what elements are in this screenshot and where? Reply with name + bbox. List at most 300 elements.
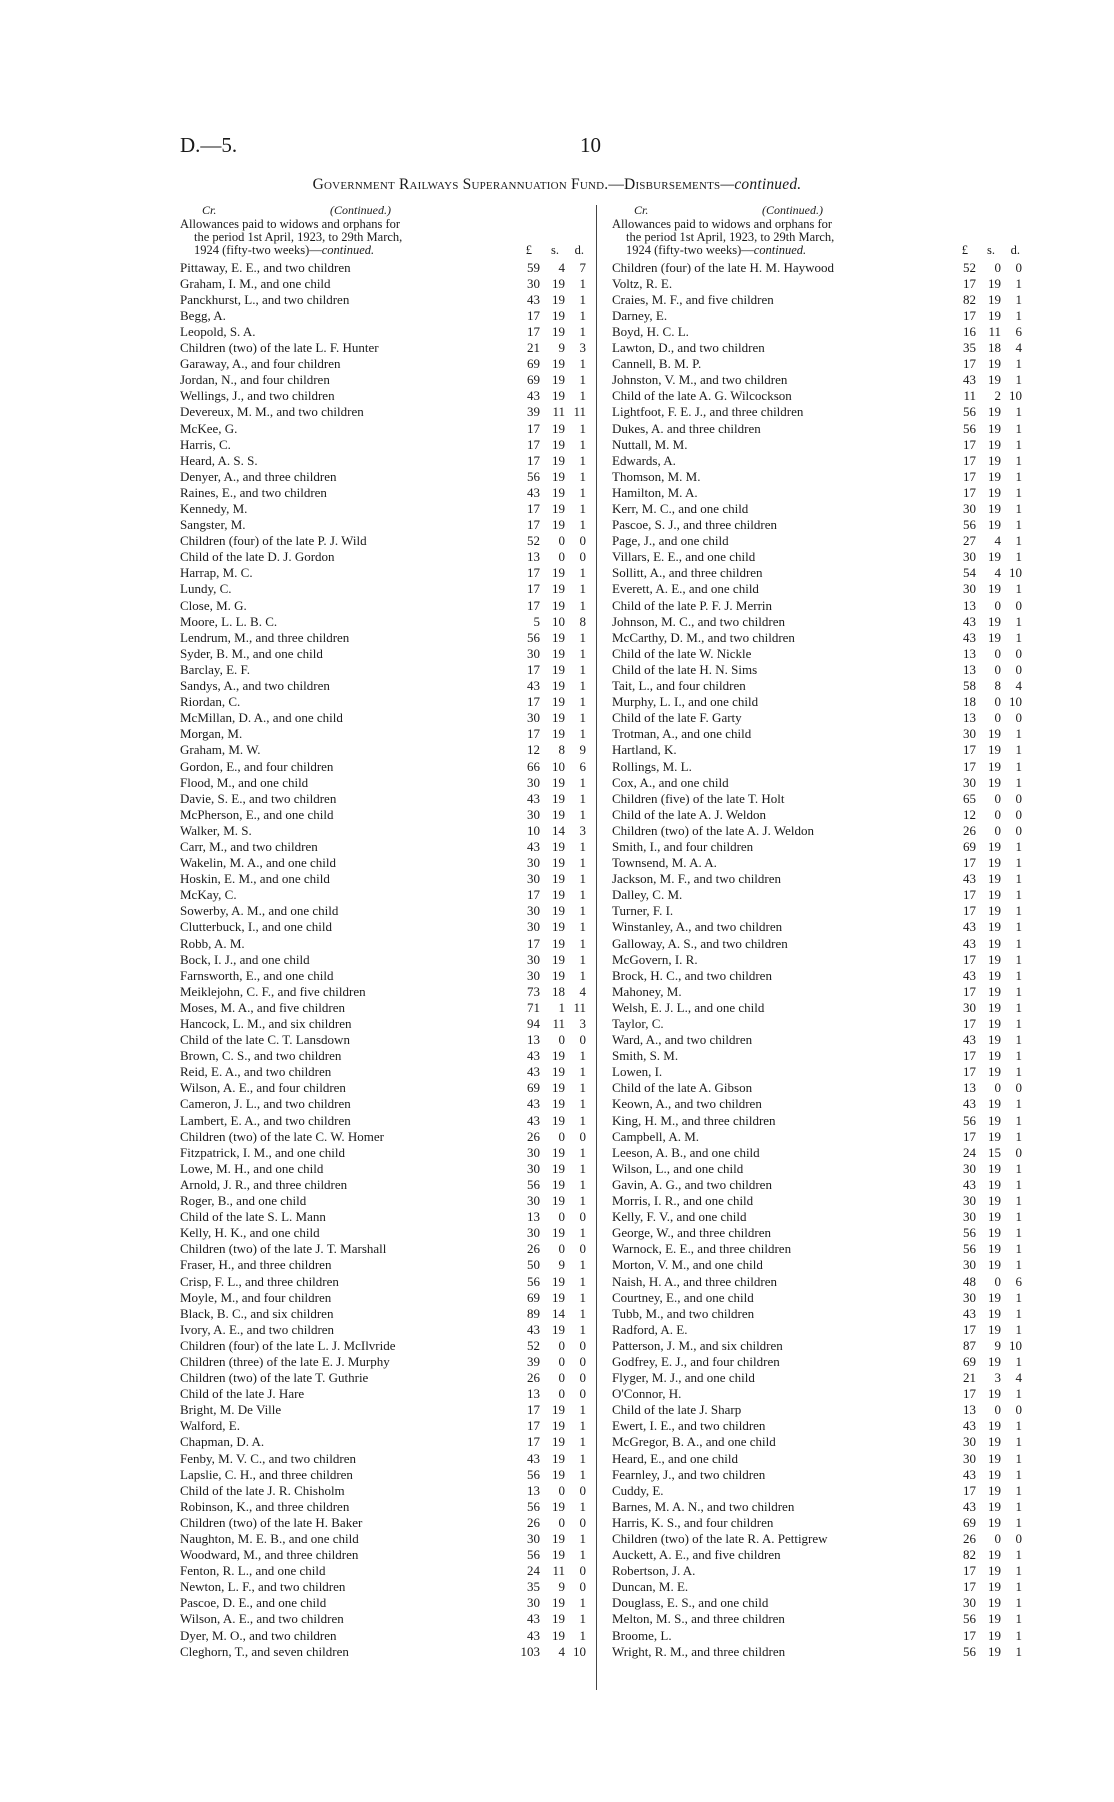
table-row	[612, 1064, 1022, 1080]
amount-pence: 1	[579, 565, 586, 581]
amount-pounds: 17	[963, 452, 976, 468]
payee-name: Hancock, L. M., and six children	[180, 1016, 352, 1032]
payee-name: Sandys, A., and two children	[180, 678, 330, 694]
amount-shillings: 19	[988, 1209, 1001, 1225]
amount-pence: 10	[1009, 388, 1022, 404]
amount-pounds: 13	[963, 645, 976, 661]
amount-pounds: 30	[963, 1193, 976, 1209]
amount-pounds: 56	[963, 404, 976, 420]
amount-pounds: 30	[527, 919, 540, 935]
table-row	[180, 1225, 586, 1241]
pence-header: d.	[1010, 242, 1020, 257]
amount-shillings: 19	[552, 1321, 565, 1337]
payee-name: Courtney, E., and one child	[612, 1289, 754, 1305]
amount-shillings: 19	[988, 1611, 1001, 1627]
table-row	[180, 871, 586, 887]
amount-shillings: 19	[552, 501, 565, 517]
amount-shillings: 19	[552, 1048, 565, 1064]
payee-name: McKay, C.	[180, 887, 237, 903]
amount-shillings: 19	[552, 1096, 565, 1112]
table-row	[180, 1579, 586, 1595]
amount-shillings: 9	[558, 340, 565, 356]
table-row	[180, 1257, 586, 1273]
amount-pence: 1	[1015, 1450, 1022, 1466]
payee-name: Woodward, M., and three children	[180, 1547, 359, 1563]
table-row	[612, 1322, 1022, 1338]
credit-label: Cr.	[634, 203, 649, 217]
payee-name: Dukes, A. and three children	[612, 420, 761, 436]
amount-pence: 0	[579, 533, 586, 549]
amount-shillings: 19	[988, 1048, 1001, 1064]
payee-name: Ward, A., and two children	[612, 1032, 753, 1048]
amount-pence: 1	[579, 517, 586, 533]
amount-pence: 1	[1015, 951, 1022, 967]
amount-pence: 1	[1015, 758, 1022, 774]
amount-shillings: 19	[552, 919, 565, 935]
amount-pence: 1	[579, 1611, 586, 1627]
table-row	[180, 1644, 586, 1660]
amount-pence: 1	[1015, 903, 1022, 919]
payee-name: Child of the late J. Hare	[180, 1386, 305, 1402]
table-row	[180, 1016, 586, 1032]
amount-pounds: 30	[527, 1193, 540, 1209]
credit-label: Cr.	[202, 203, 217, 217]
payee-name: Garaway, A., and four children	[180, 356, 341, 372]
amount-pence: 1	[1015, 291, 1022, 307]
payee-name: Newton, L. F., and two children	[180, 1579, 346, 1595]
table-row	[612, 549, 1022, 565]
amount-shillings: 19	[552, 291, 565, 307]
table-row	[180, 549, 586, 565]
amount-pence: 1	[579, 1144, 586, 1160]
amount-shillings: 0	[558, 1353, 565, 1369]
amount-pounds: 17	[527, 694, 540, 710]
amount-shillings: 19	[552, 307, 565, 323]
payee-name: Murphy, L. I., and one child	[612, 694, 759, 710]
table-row	[612, 276, 1022, 292]
table-row	[180, 630, 586, 646]
amount-pence: 1	[1015, 1418, 1022, 1434]
amount-shillings: 19	[552, 484, 565, 500]
table-row	[180, 1193, 586, 1209]
payee-name: Broome, L.	[612, 1627, 672, 1643]
table-row	[180, 1064, 586, 1080]
amount-pounds: 17	[527, 581, 540, 597]
table-row	[612, 1000, 1022, 1016]
amount-pence: 1	[1015, 1209, 1022, 1225]
table-row	[180, 1290, 586, 1306]
amount-shillings: 19	[988, 307, 1001, 323]
amount-shillings: 19	[988, 1321, 1001, 1337]
payee-name: Brown, C. S., and two children	[180, 1048, 342, 1064]
payee-name: Wellings, J., and two children	[180, 388, 335, 404]
amount-shillings: 19	[552, 1547, 565, 1563]
amount-shillings: 19	[988, 1176, 1001, 1192]
table-row	[612, 1563, 1022, 1579]
amount-pence: 1	[1015, 1595, 1022, 1611]
amount-pounds: 30	[963, 1160, 976, 1176]
amount-pounds: 30	[963, 581, 976, 597]
payee-name: Kerr, M. C., and one child	[612, 501, 749, 517]
amount-shillings: 19	[552, 420, 565, 436]
payee-name: Kennedy, M.	[180, 501, 248, 517]
payee-name: Child of the late C. T. Lansdown	[180, 1032, 350, 1048]
table-row	[180, 1418, 586, 1434]
payee-name: Cannell, B. M. P.	[612, 356, 702, 372]
amount-shillings: 19	[988, 1032, 1001, 1048]
amount-pounds: 87	[963, 1337, 976, 1353]
amount-shillings: 19	[552, 1080, 565, 1096]
payee-name: Child of the late P. F. J. Merrin	[612, 597, 773, 613]
table-row	[612, 1499, 1022, 1515]
amount-pounds: 43	[527, 1627, 540, 1643]
payee-name: Bright, M. De Ville	[180, 1402, 282, 1418]
payee-name: Brock, H. C., and two children	[612, 967, 772, 983]
amount-pounds: 30	[527, 1595, 540, 1611]
payee-name: Heard, A. S. S.	[180, 452, 258, 468]
payee-name: Jackson, M. F., and two children	[612, 871, 782, 887]
amount-pence: 1	[1015, 967, 1022, 983]
table-row	[180, 694, 586, 710]
amount-shillings: 19	[988, 1016, 1001, 1032]
payee-name: Godfrey, E. J., and four children	[612, 1353, 780, 1369]
payee-name: Warnock, E. E., and three children	[612, 1241, 792, 1257]
amount-pounds: 24	[963, 1144, 976, 1160]
table-row	[612, 919, 1022, 935]
table-row	[180, 260, 586, 276]
amount-pounds: 17	[963, 275, 976, 291]
table-row	[180, 903, 586, 919]
table-row	[180, 1209, 586, 1225]
amount-pence: 10	[1009, 1337, 1022, 1353]
amount-shillings: 19	[552, 565, 565, 581]
payee-name: Kelly, F. V., and one child	[612, 1209, 747, 1225]
amount-pence: 0	[579, 1370, 586, 1386]
amount-pounds: 30	[527, 871, 540, 887]
amount-pence: 1	[1015, 1627, 1022, 1643]
table-row	[180, 775, 586, 791]
amount-pence: 6	[1015, 1273, 1022, 1289]
table-row	[612, 1628, 1022, 1644]
amount-pounds: 89	[527, 1305, 540, 1321]
amount-pence: 0	[579, 1514, 586, 1530]
payee-name: Child of the late A. Gibson	[612, 1080, 753, 1096]
table-row	[180, 356, 586, 372]
amount-shillings: 19	[988, 1643, 1001, 1659]
amount-pence: 1	[579, 420, 586, 436]
amount-shillings: 19	[552, 1225, 565, 1241]
amount-pounds: 17	[963, 983, 976, 999]
amount-pence: 1	[579, 307, 586, 323]
amount-pence: 0	[1015, 1531, 1022, 1547]
table-row	[180, 1595, 586, 1611]
table-row	[612, 1161, 1022, 1177]
amount-shillings: 19	[988, 1482, 1001, 1498]
amount-shillings: 19	[552, 838, 565, 854]
amount-pence: 1	[579, 1096, 586, 1112]
amount-pence: 1	[1015, 1241, 1022, 1257]
amount-shillings: 0	[994, 822, 1001, 838]
payee-name: Riordan, C.	[180, 694, 241, 710]
payee-name: Rollings, M. L.	[612, 758, 692, 774]
table-row	[612, 1016, 1022, 1032]
amount-shillings: 19	[552, 678, 565, 694]
table-row	[180, 678, 586, 694]
table-row	[612, 565, 1022, 581]
table-row	[612, 1370, 1022, 1386]
amount-pence: 1	[579, 356, 586, 372]
payee-name: Devereux, M. M., and two children	[180, 404, 364, 420]
payee-name: Davie, S. E., and two children	[180, 790, 337, 806]
amount-pence: 0	[1015, 710, 1022, 726]
payee-name: Lambert, E. A., and two children	[180, 1112, 351, 1128]
amount-pounds: 56	[963, 1112, 976, 1128]
table-row	[612, 1193, 1022, 1209]
amount-shillings: 19	[988, 613, 1001, 629]
payee-name: Welsh, E. J. L., and one child	[612, 999, 765, 1015]
amount-pence: 1	[579, 1064, 586, 1080]
table-row	[180, 1370, 586, 1386]
amount-shillings: 19	[552, 1627, 565, 1643]
amount-pence: 1	[579, 774, 586, 790]
amount-shillings: 19	[552, 1144, 565, 1160]
amount-shillings: 2	[994, 388, 1001, 404]
column-divider	[596, 205, 597, 1690]
amount-pence: 1	[1015, 1016, 1022, 1032]
amount-pounds: 69	[963, 838, 976, 854]
payee-name: Thomson, M. M.	[612, 468, 701, 484]
payee-name: Voltz, R. E.	[612, 275, 673, 291]
amount-pounds: 17	[963, 887, 976, 903]
amount-shillings: 19	[552, 1402, 565, 1418]
table-row	[612, 1241, 1022, 1257]
page-title	[0, 176, 1114, 194]
amount-pounds: 10	[527, 822, 540, 838]
payee-name: Lawton, D., and two children	[612, 340, 765, 356]
amount-shillings: 19	[988, 1450, 1001, 1466]
table-row	[180, 1531, 586, 1547]
amount-pence: 1	[579, 1080, 586, 1096]
payee-name: Jordan, N., and four children	[180, 372, 330, 388]
amount-pounds: 59	[527, 259, 540, 275]
table-row	[612, 775, 1022, 791]
amount-pounds: 56	[527, 1273, 540, 1289]
amount-pence: 1	[579, 710, 586, 726]
amount-shillings: 19	[988, 855, 1001, 871]
amount-shillings: 19	[988, 1353, 1001, 1369]
amount-shillings: 19	[552, 629, 565, 645]
payee-name: King, H. M., and three children	[612, 1112, 776, 1128]
payee-name: Melton, M. S., and three children	[612, 1611, 785, 1627]
payee-name: Barnes, M. A. N., and two children	[612, 1498, 795, 1514]
payee-name: Leeson, A. B., and one child	[612, 1144, 760, 1160]
table-row	[612, 1644, 1022, 1660]
table-row	[180, 839, 586, 855]
amount-pounds: 17	[963, 1627, 976, 1643]
payee-name: Farnsworth, E., and one child	[180, 967, 334, 983]
payee-name: Johnson, M. C., and two children	[612, 613, 785, 629]
table-row	[180, 340, 586, 356]
payee-name: Wilson, L., and one child	[612, 1160, 744, 1176]
amount-pence: 3	[579, 822, 586, 838]
amount-shillings: 19	[988, 1241, 1001, 1257]
amount-pence: 1	[579, 291, 586, 307]
table-row	[180, 1000, 586, 1016]
amount-shillings: 19	[988, 501, 1001, 517]
amount-shillings: 19	[988, 629, 1001, 645]
amount-pence: 11	[573, 404, 586, 420]
amount-pence: 1	[579, 388, 586, 404]
payee-name: Leopold, S. A.	[180, 323, 256, 339]
amount-pence: 9	[579, 742, 586, 758]
table-row	[180, 1451, 586, 1467]
table-row	[180, 791, 586, 807]
amount-shillings: 19	[988, 484, 1001, 500]
title-continued: —continued.	[720, 176, 802, 193]
table-row	[612, 855, 1022, 871]
amount-pounds: 30	[963, 1257, 976, 1273]
amount-pence: 1	[579, 275, 586, 291]
amount-shillings: 19	[552, 1160, 565, 1176]
amount-shillings: 19	[552, 1498, 565, 1514]
amount-shillings: 0	[994, 259, 1001, 275]
amount-pounds: 18	[963, 694, 976, 710]
amount-pounds: 26	[527, 1241, 540, 1257]
amount-pence: 1	[1015, 1112, 1022, 1128]
table-row	[180, 1354, 586, 1370]
payee-name: Pittaway, E. E., and two children	[180, 259, 351, 275]
table-row	[612, 260, 1022, 276]
amount-pence: 1	[579, 1225, 586, 1241]
payee-name: Sollitt, A., and three children	[612, 565, 763, 581]
amount-pounds: 69	[527, 1289, 540, 1305]
amount-pounds: 65	[963, 790, 976, 806]
amount-pounds: 30	[963, 1209, 976, 1225]
amount-pence: 1	[579, 1289, 586, 1305]
amount-pence: 1	[1015, 871, 1022, 887]
amount-pence: 1	[1015, 1048, 1022, 1064]
amount-shillings: 19	[552, 1112, 565, 1128]
amount-pence: 0	[579, 549, 586, 565]
payee-name: Nuttall, M. M.	[612, 436, 688, 452]
amount-pence: 1	[579, 871, 586, 887]
amount-pounds: 26	[527, 1128, 540, 1144]
shillings-header: s.	[551, 242, 559, 257]
payee-name: Children (two) of the late J. T. Marshall	[180, 1241, 387, 1257]
payee-name: Crisp, F. L., and three children	[180, 1273, 339, 1289]
amount-pence: 1	[1015, 1321, 1022, 1337]
heading-line: Allowances paid to widows and orphans for	[612, 217, 833, 231]
amount-pence: 1	[579, 629, 586, 645]
amount-pounds: 43	[963, 629, 976, 645]
amount-pence: 1	[1015, 1032, 1022, 1048]
table-row	[180, 437, 586, 453]
amount-pounds: 73	[527, 983, 540, 999]
payee-name: Tubb, M., and two children	[612, 1305, 755, 1321]
payee-name: Fenton, R. L., and one child	[180, 1563, 326, 1579]
amount-shillings: 19	[552, 468, 565, 484]
amount-pounds: 35	[963, 340, 976, 356]
section-heading	[180, 218, 586, 258]
payee-name: Fraser, H., and three children	[180, 1257, 332, 1273]
amount-pounds: 103	[520, 1643, 540, 1659]
payee-name: Child of the late F. Garty	[612, 710, 742, 726]
amount-pence: 0	[579, 1241, 586, 1257]
amount-shillings: 8	[994, 678, 1001, 694]
payee-name: Edwards, A.	[612, 452, 676, 468]
amount-pence: 0	[1015, 790, 1022, 806]
amount-pounds: 43	[527, 1112, 540, 1128]
amount-pence: 10	[573, 1643, 586, 1659]
table-row	[612, 710, 1022, 726]
document-reference: D.—5.	[180, 133, 238, 157]
table-row	[612, 1402, 1022, 1418]
amount-pounds: 17	[963, 903, 976, 919]
amount-pence: 1	[1015, 1579, 1022, 1595]
amount-pence: 1	[579, 452, 586, 468]
amount-shillings: 19	[552, 1466, 565, 1482]
amount-pounds: 56	[527, 468, 540, 484]
amount-pence: 4	[1015, 1370, 1022, 1386]
amount-pence: 1	[1015, 581, 1022, 597]
amount-pounds: 56	[963, 420, 976, 436]
amount-shillings: 11	[988, 323, 1001, 339]
amount-pounds: 43	[527, 1611, 540, 1627]
amount-pence: 0	[1015, 1080, 1022, 1096]
table-row	[180, 1628, 586, 1644]
payee-name: Graham, I. M., and one child	[180, 275, 331, 291]
amount-pounds: 30	[527, 645, 540, 661]
amount-pounds: 43	[527, 1321, 540, 1337]
amount-pounds: 17	[963, 742, 976, 758]
payee-name: Smith, I., and four children	[612, 838, 754, 854]
amount-pence: 11	[573, 999, 586, 1015]
table-row	[612, 1225, 1022, 1241]
payee-name: Flood, M., and one child	[180, 774, 309, 790]
amount-shillings: 19	[988, 1112, 1001, 1128]
amount-shillings: 19	[552, 1531, 565, 1547]
amount-shillings: 0	[558, 533, 565, 549]
payee-name: Radford, A. E.	[612, 1321, 688, 1337]
table-row	[612, 1354, 1022, 1370]
payee-name: Meiklejohn, C. F., and five children	[180, 983, 366, 999]
amount-pence: 1	[579, 1321, 586, 1337]
payee-name: McGregor, B. A., and one child	[612, 1434, 776, 1450]
amount-pounds: 56	[527, 629, 540, 645]
payee-name: Cameron, J. L., and two children	[180, 1096, 351, 1112]
amount-pence: 1	[1015, 1257, 1022, 1273]
amount-pounds: 43	[527, 291, 540, 307]
amount-pounds: 43	[963, 372, 976, 388]
amount-pence: 4	[1015, 340, 1022, 356]
amount-shillings: 19	[552, 774, 565, 790]
amount-pounds: 66	[527, 758, 540, 774]
payee-name: Wilson, A. E., and four children	[180, 1080, 346, 1096]
amount-pounds: 43	[963, 871, 976, 887]
payee-name: Children (two) of the late L. F. Hunter	[180, 340, 379, 356]
table-row	[180, 581, 586, 597]
amount-shillings: 19	[988, 1434, 1001, 1450]
payee-name: Hamilton, M. A.	[612, 484, 698, 500]
payee-name: McGovern, I. R.	[612, 951, 698, 967]
payee-name: Flyger, M. J., and one child	[612, 1370, 755, 1386]
entries-list	[612, 260, 1022, 1660]
payee-name: Bock, I. J., and one child	[180, 951, 310, 967]
table-row	[180, 469, 586, 485]
table-row	[180, 1145, 586, 1161]
amount-pounds: 43	[527, 484, 540, 500]
amount-pounds: 17	[963, 1386, 976, 1402]
